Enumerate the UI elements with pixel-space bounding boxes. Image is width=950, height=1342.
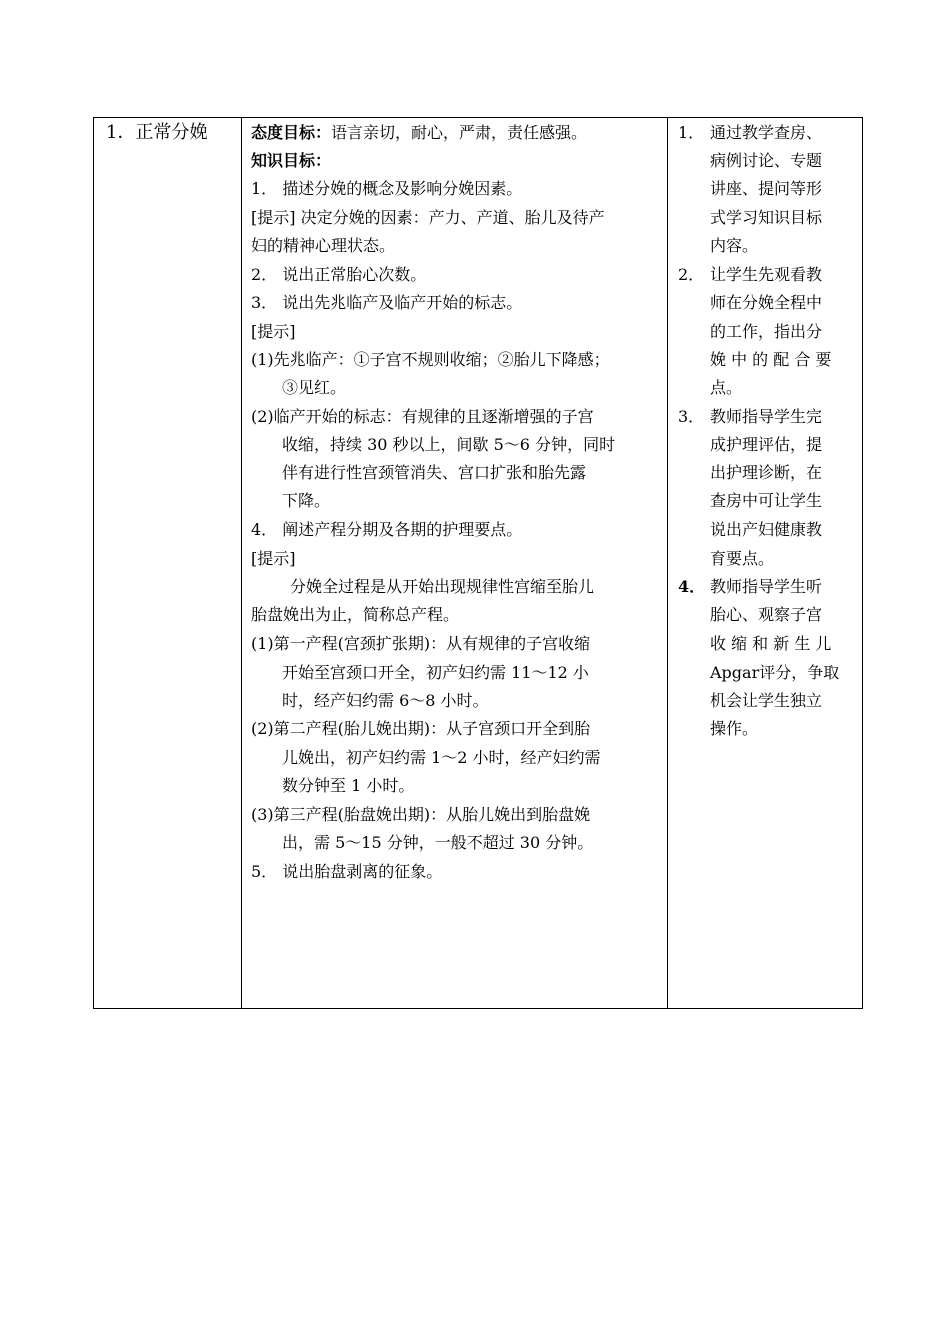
objective-item-4: 4． 阐述产程分期及各期的护理要点。: [251, 520, 523, 539]
method-1-text: 式学习知识目标: [710, 208, 823, 227]
method-3-text: 教师指导学生完: [710, 407, 823, 426]
method-number: 1．: [678, 123, 705, 142]
method-3-text: 育要点。: [710, 549, 775, 568]
method-4-text: 胎心、观察子宫: [710, 605, 823, 624]
sign-1: (1)先兆临产：①子宫不规则收缩；②胎儿下降感；: [251, 350, 610, 369]
methods-cell: [668, 118, 862, 1008]
tip-label: [提示]: [251, 208, 296, 227]
overview-text: 胎盘娩出为止，简称总产程。: [251, 605, 460, 624]
topic-cell: [94, 118, 241, 1008]
method-1-text: 内容。: [710, 236, 759, 255]
method-number: 4．: [678, 577, 706, 596]
method-2-text: 师在分娩全程中: [710, 293, 823, 312]
overview-text: 分娩全过程是从开始出现规律性宫缩至胎儿: [290, 577, 595, 596]
method-1-text: 讲座、提问等形: [710, 179, 823, 198]
method-2-text: 娩 中 的 配 合 要: [710, 350, 832, 369]
topic-title: 1．正常分娩: [106, 122, 208, 143]
attitude-text: 语言亲切，耐心，严肃，责任感强。: [331, 123, 588, 142]
tip-1: [251, 204, 605, 232]
objective-item-2: 2． 说出正常胎心次数。: [251, 265, 427, 284]
objectives-cell: [242, 118, 667, 1008]
method-3-text: 查房中可让学生: [710, 491, 823, 510]
tip-label: [提示]: [251, 549, 296, 568]
method-4-text: 机会让学生独立: [710, 691, 823, 710]
sign-2: (2)临产开始的标志：有规律的且逐渐增强的子宫: [251, 407, 594, 426]
method-3-text: 出护理诊断，在: [710, 463, 823, 482]
attitude-label: 态度目标：: [251, 123, 332, 142]
stage-3-cont: 出，需 5～15 分钟，一般不超过 30 分钟。: [282, 833, 594, 852]
sign-2-cont: 收缩，持续 30 秒以上，间歇 5～6 分钟，同时: [282, 435, 616, 454]
knowledge-label: 知识目标：: [251, 151, 332, 170]
stage-2: (2)第二产程(胎儿娩出期)：从子宫颈口开全到胎: [251, 719, 591, 738]
stage-1-cont: 时，经产妇约需 6～8 小时。: [282, 691, 489, 710]
method-4-text: 教师指导学生听: [710, 577, 823, 596]
method-3-text: 成护理评估，提: [710, 435, 823, 454]
stage-2-cont: 数分钟至 1 小时。: [282, 776, 415, 795]
stage-1-cont: 开始至宫颈口开全，初产妇约需 11～12 小: [282, 663, 589, 682]
sign-1-cont: ③见红。: [282, 378, 347, 397]
lesson-table: [93, 117, 863, 1009]
method-2-text: 的工作，指出分: [710, 322, 823, 341]
tip-label: [提示]: [251, 322, 296, 341]
method-2-text: 让学生先观看教: [710, 265, 823, 284]
sign-2-cont: 下降。: [282, 491, 331, 510]
stage-1: (1)第一产程(宫颈扩张期)：从有规律的子宫收缩: [251, 634, 591, 653]
method-number: 3．: [678, 407, 705, 426]
objective-item-5: 5． 说出胎盘剥离的征象。: [251, 862, 443, 881]
method-2-text: 点。: [710, 378, 743, 397]
method-number: 2．: [678, 265, 705, 284]
method-3-text: 说出产妇健康教: [710, 520, 823, 539]
method-1-text: 病例讨论、专题: [710, 151, 823, 170]
tip-1-text: 妇的精神心理状态。: [251, 236, 396, 255]
sign-2-cont: 伴有进行性宫颈管消失、宫口扩张和胎先露: [282, 463, 587, 482]
method-4-text: Apgar评分，争取: [710, 663, 840, 682]
stage-3: (3)第三产程(胎盘娩出期)：从胎儿娩出到胎盘娩: [251, 805, 591, 824]
objective-item-3: 3． 说出先兆临产及临产开始的标志。: [251, 293, 523, 312]
method-4-text: 操作。: [710, 719, 759, 738]
method-4-text: 收 缩 和 新 生 儿: [710, 634, 832, 653]
objective-item-1: 1． 描述分娩的概念及影响分娩因素。: [251, 179, 523, 198]
method-1-text: 通过教学查房、: [710, 123, 823, 142]
stage-2-cont: 儿娩出，初产妇约需 1～2 小时，经产妇约需: [282, 748, 601, 767]
tip-1-text: 决定分娩的因素：产力、产道、胎儿及待产: [300, 208, 605, 227]
attitude-objective: [251, 119, 587, 147]
